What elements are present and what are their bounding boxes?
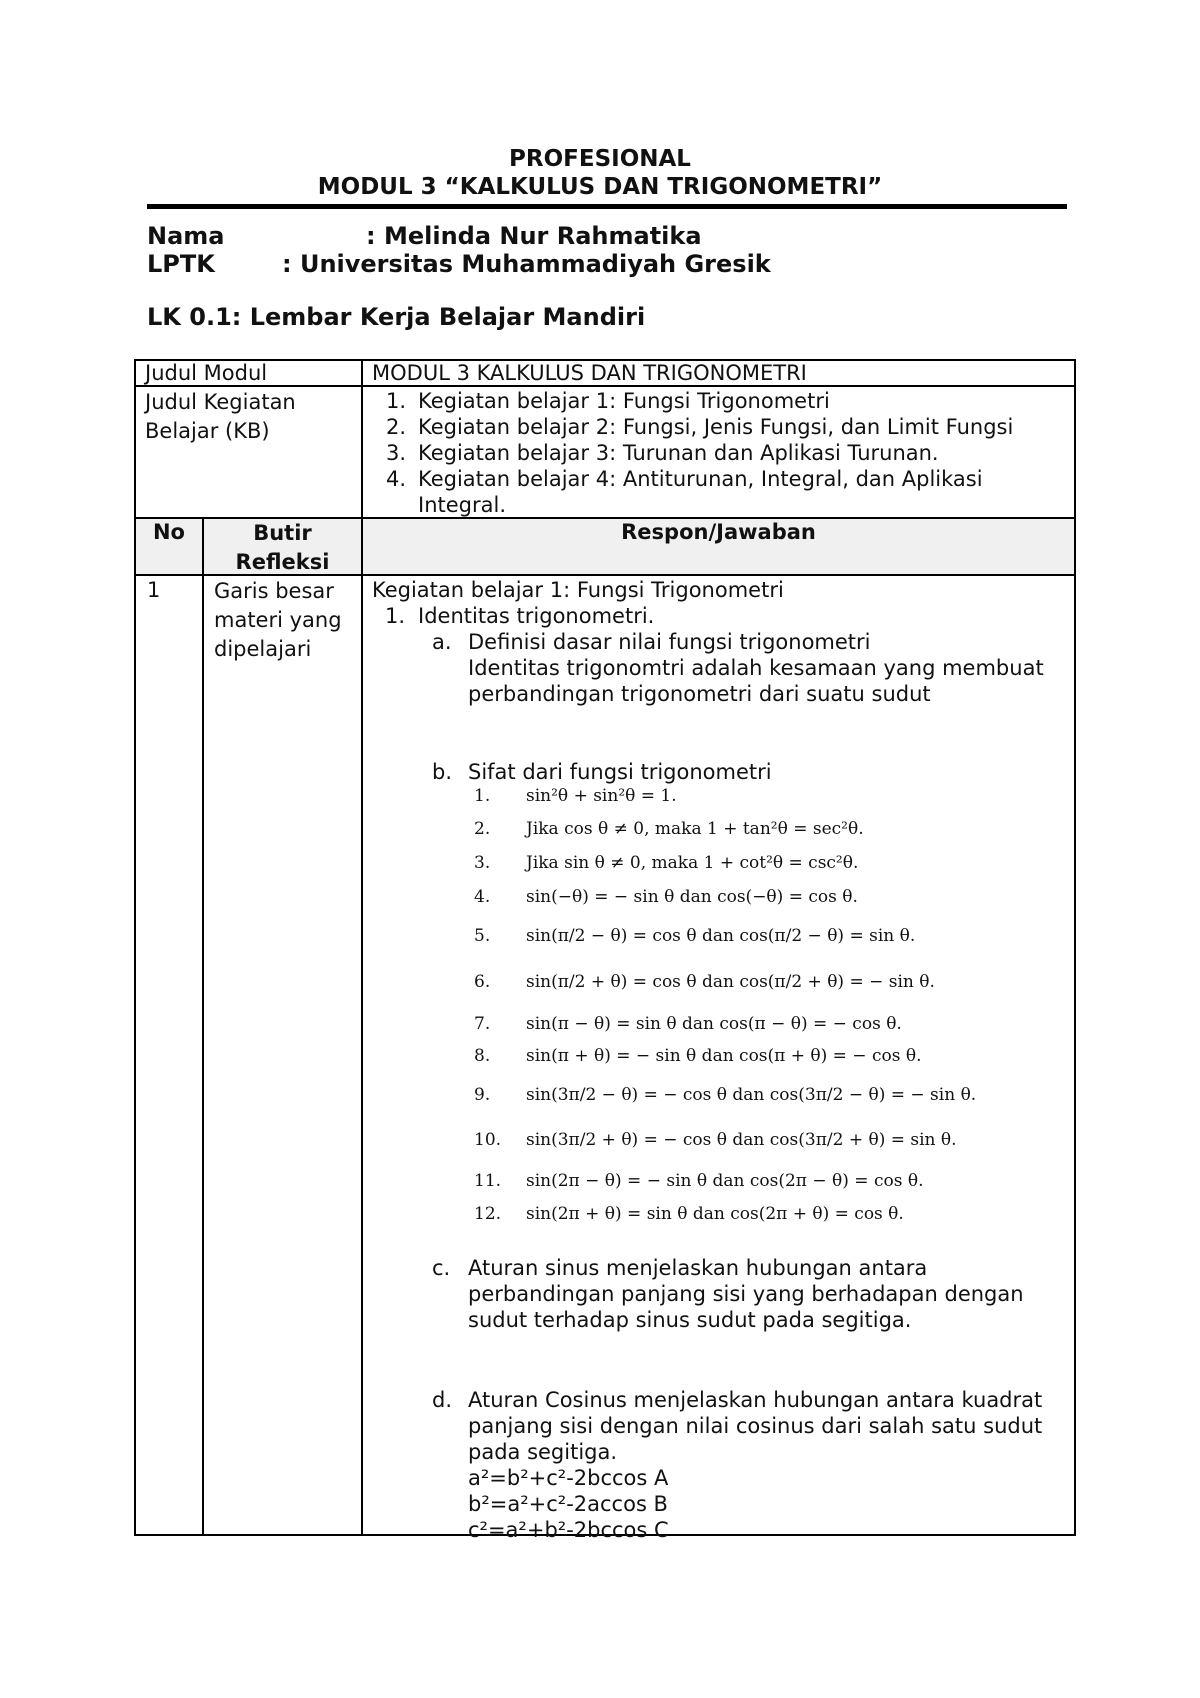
identity-expression: sin(2π + θ) = sin θ dan cos(2π + θ) = cos θ. [526, 1204, 904, 1224]
identity-row [474, 1085, 976, 1105]
identity-number: 4. [474, 887, 491, 907]
identity-expression: Jika cos θ ≠ 0, maka 1 + tan²θ = sec²θ. [526, 819, 864, 839]
identity-row [474, 1046, 921, 1066]
identity-number: 2. [474, 819, 491, 839]
subitem-label: d. [432, 1388, 453, 1412]
identity-expression: Jika sin θ ≠ 0, maka 1 + cot²θ = csc²θ. [526, 853, 859, 873]
list-item [372, 414, 1062, 440]
list-number: 4. [385, 467, 406, 491]
list-text: Kegiatan belajar 2: Fungsi, Jenis Fungsi, dan Limit Fungsi [418, 415, 1014, 439]
identity-row [474, 853, 858, 873]
identity-row [474, 887, 858, 907]
identity-list [474, 786, 1034, 1236]
list-text: Kegiatan belajar 1: Fungsi Trigonometri [418, 389, 830, 413]
judul-modul-value: MODUL 3 KALKULUS DAN TRIGONOMETRI [372, 361, 807, 385]
row-number: 1 [147, 578, 161, 602]
subitem-body: Aturan sinus menjelaskan hubungan antara perbandingan panjang sisi yang berhadapan dengan sudut terhadap sinus sudut pada segitiga. [468, 1256, 1024, 1332]
identity-row [474, 1130, 957, 1150]
identity-expression: sin(−θ) = − sin θ dan cos(−θ) = cos θ. [526, 887, 858, 907]
judul-modul-label: Judul Modul [145, 361, 268, 385]
cosine-formula: a²=b²+c²-2bccos A [468, 1466, 669, 1490]
subitem-title: Sifat dari fungsi trigonometri [468, 760, 772, 784]
item1-text: Identitas trigonometri. [418, 604, 655, 628]
identity-expression: sin(π + θ) = − sin θ dan cos(π + θ) = − cos θ. [526, 1046, 922, 1066]
identity-expression: sin(π − θ) = sin θ dan cos(π − θ) = − cos θ. [526, 1014, 902, 1034]
list-item [372, 440, 1062, 466]
lk-title: LK 0.1: Lembar Kerja Belajar Mandiri [147, 303, 646, 331]
title-rule [147, 204, 1067, 209]
col-header-respon: Respon/Jawaban [621, 520, 816, 544]
identity-expression: sin(3π/2 − θ) = − cos θ dan cos(3π/2 − θ) = − sin θ. [526, 1085, 977, 1105]
identity-row [474, 786, 677, 806]
identity-expression: sin²θ + sin²θ = 1. [526, 786, 677, 806]
identity-row [474, 926, 915, 946]
item1-number: 1. [385, 604, 406, 628]
list-number: 1. [385, 389, 406, 413]
cosine-formula: b²=a²+c²-2accos B [468, 1492, 668, 1516]
judul-kb-label: Judul Kegiatan Belajar (KB) [145, 390, 296, 443]
identity-number: 5. [474, 926, 491, 946]
identity-number: 12. [474, 1204, 502, 1224]
subitem-a [432, 629, 1072, 739]
identity-expression: sin(2π − θ) = − sin θ dan cos(2π − θ) = cos θ. [526, 1171, 924, 1191]
col-header-butir: Butir Refleksi [235, 521, 330, 574]
subitem-label: a. [432, 630, 452, 654]
col-header-no: No [152, 520, 185, 544]
list-number: 3. [385, 441, 406, 465]
identity-row [474, 1171, 923, 1191]
list-text: Kegiatan belajar 3: Turunan dan Aplikasi Turunan. [418, 441, 939, 465]
kb1-heading: Kegiatan belajar 1: Fungsi Trigonometri [372, 578, 784, 602]
module-title: MODUL 3 “KALKULUS DAN TRIGONOMETRI” [317, 174, 883, 200]
identity-row [474, 1014, 902, 1034]
identity-number: 10. [474, 1130, 502, 1150]
subitem-title: Definisi dasar nilai fungsi trigonometri [468, 630, 871, 654]
subitem-label: c. [432, 1256, 451, 1280]
lptk-label: LPTK [147, 250, 215, 278]
lptk-value: : Universitas Muhammadiyah Gresik [282, 250, 771, 278]
identity-number: 3. [474, 853, 491, 873]
list-item [372, 388, 1062, 414]
subitem-body: Aturan Cosinus menjelaskan hubungan antara kuadrat panjang sisi dengan nilai cosinus dari salah satu sudut pada segitiga. [468, 1388, 1043, 1464]
identity-row [474, 819, 864, 839]
table-column-divider [202, 517, 204, 1536]
identity-number: 11. [474, 1171, 502, 1191]
identity-row [474, 1204, 904, 1224]
identity-number: 9. [474, 1085, 491, 1105]
cosine-formula: c²=a²+b²-2bccos C [468, 1518, 669, 1542]
identity-number: 1. [474, 786, 491, 806]
subitem-b [432, 759, 1072, 789]
table-border-right [1074, 359, 1076, 1536]
list-number: 2. [385, 415, 406, 439]
document-title: PROFESIONAL [509, 146, 691, 172]
nama-label: Nama [147, 222, 225, 250]
subitem-label: b. [432, 760, 453, 784]
identity-number: 8. [474, 1046, 491, 1066]
identity-row [474, 972, 935, 992]
identity-number: 7. [474, 1014, 491, 1034]
subitem-body: Identitas trigonomtri adalah kesamaan yang membuat perbandingan trigonometri dari suatu sudut [468, 656, 1044, 706]
kb-list [372, 388, 1062, 518]
subitem-d [432, 1387, 1072, 1542]
identity-expression: sin(π/2 + θ) = cos θ dan cos(π/2 + θ) = − sin θ. [526, 972, 935, 992]
nama-value: : Melinda Nur Rahmatika [366, 222, 702, 250]
identity-number: 6. [474, 972, 491, 992]
row-butir: Garis besar materi yang dipelajari [214, 579, 342, 661]
identity-expression: sin(3π/2 + θ) = − cos θ dan cos(3π/2 + θ) = sin θ. [526, 1130, 957, 1150]
subitem-c [432, 1255, 1072, 1335]
list-text: Kegiatan belajar 4: Antiturunan, Integral, dan Aplikasi Integral. [418, 467, 983, 517]
list-item [372, 466, 1062, 518]
identity-expression: sin(π/2 − θ) = cos θ dan cos(π/2 − θ) = sin θ. [526, 926, 916, 946]
